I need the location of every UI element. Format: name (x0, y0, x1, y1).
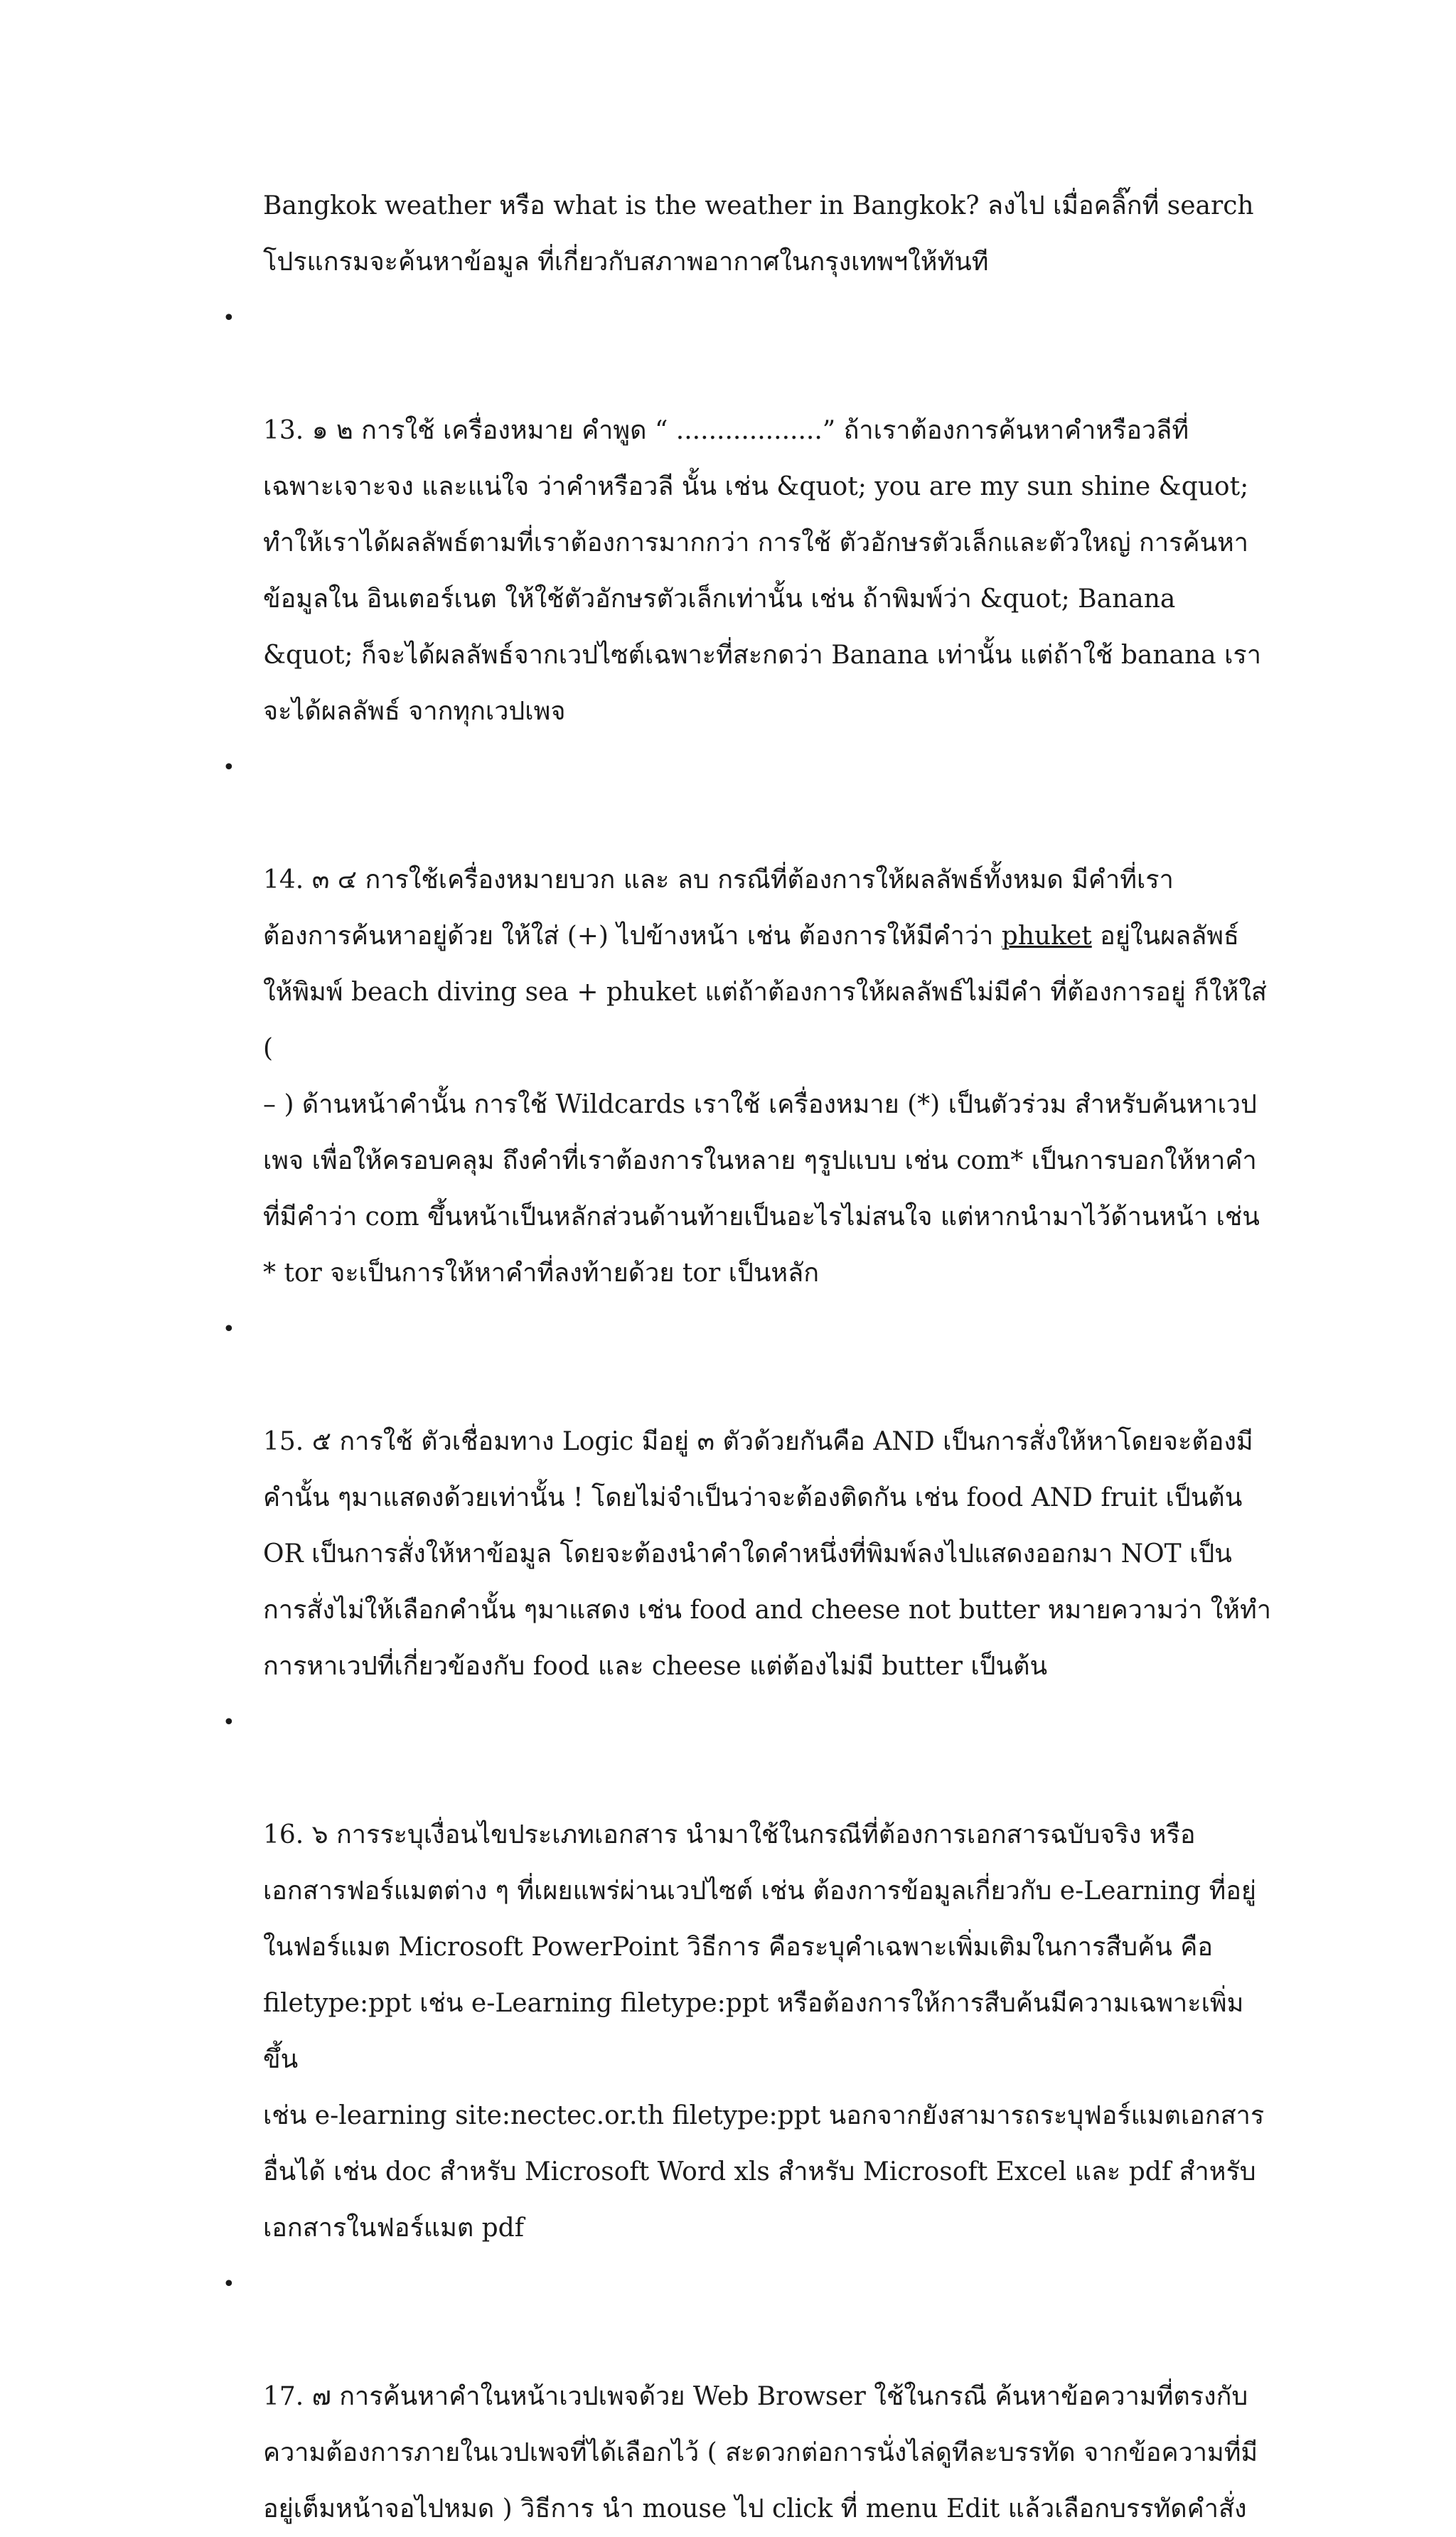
list-item-text: 13. ๑ ๒ การใช้ เครื่องหมาย คำพูด “ ..................” ถ้าเราต้องการค้นหาคำหรือวลีที่ เฉพาะเจาะจง และแน่ใจ ว่าคำหรือวลี นั้น เช่น &quot; you are my sun shine &quot; ทำให้เราได้ผลลัพธ์ตามที่เราต้องการมากกว่า การใช้ ตัวอักษรตัวเล็กและตัวใหญ่ การค้นหา ข้อมูลใน อินเตอร์เนต ให้ใช้ตัวอักษรตัวเล็กเท่านั้น เช่น ถ้าพิมพ์ว่า &quot; Banana &quot; ก็จะได้ผลลัพธ์จากเวปไซต์เฉพาะที่สะกดว่า Banana เท่านั้น แต่ถ้าใช้ banana เรา จะได้ผลลัพธ์ จากทุกเวปเพจ (263, 416, 1261, 726)
list-item-text: 16. ๖ การระบุเงื่อนไขประเภทเอกสาร นำมาใช้ในกรณีที่ต้องการเอกสารฉบับจริง หรือ เอกสารฟอร์แมตต่าง ๆ ที่เผยแพร่ผ่านเวปไซต์ เช่น ต้องการข้อมูลเกี่ยวกับ e-Learning ที่อยู่ ในฟอร์แมต Microsoft PowerPoint วิธีการ คือระบุคำเฉพาะเพิ่มเติมในการสืบค้น คือ filetype:ppt เช่น e-Learning filetype:ppt หรือต้องการให้การสืบค้นมีความเฉพาะเพิ่มขึ้น เช่น e-learning site:nectec.or.th filetype:ppt นอกจากยังสามารถระบุฟอร์แมตเอกสาร อื่นได้ เช่น doc สำหรับ Microsoft Word xls สำหรับ Microsoft Excel และ pdf สำหรับ เอกสารในฟอร์แมต pdf (263, 1820, 1265, 2243)
bullet-icon: • (223, 1710, 235, 1735)
list-item-13 (223, 290, 1273, 739)
bullet-icon: • (223, 2272, 235, 2297)
list-item-17 (223, 2256, 1273, 2537)
page-content (223, 178, 1273, 2537)
list-item-15 (223, 1301, 1273, 1694)
list-item-14 (223, 739, 1273, 1301)
intro-paragraph: Bangkok weather หรือ what is the weather in Bangkok? ลงไป เมื่อคลิ๊กที่ search โปรแกรมจะค้นหาข้อมูล ที่เกี่ยวกับสภาพอากาศในกรุงเทพฯให้ทันที (263, 191, 1254, 277)
bullet-icon: • (223, 755, 235, 780)
list-item-text: 15. ๕ การใช้ ตัวเชื่อมทาง Logic มีอยู่ ๓ ตัวด้วยกันคือ AND เป็นการสั่งให้หาโดยจะต้องมี คำนั้น ๆมาแสดงด้วยเท่านั้น ! โดยไม่จำเป็นว่าจะต้องติดกัน เช่น food AND fruit เป็นต้น OR เป็นการสั่งให้หาข้อมูล โดยจะต้องนำคำใดคำหนึ่งที่พิมพ์ลงไปแสดงออกมา NOT เป็น การสั่งไม่ให้เลือกคำนั้น ๆมาแสดง เช่น food and cheese not butter หมายความว่า ให้ทำ การหาเวปที่เกี่ยวข้องกับ food และ cheese แต่ต้องไม่มี butter เป็นต้น (263, 1427, 1271, 1681)
phuket-link[interactable]: phuket (1001, 922, 1092, 951)
bullet-icon: • (223, 1317, 235, 1342)
list-item-text-after: อยู่ในผลลัพธ์ ให้พิมพ์ beach diving sea + phuket แต่ถ้าต้องการให้ผลลัพธ์ไม่มีคำ ที่ต้องการอยู่ ก็ให้ใส่ ( – ) ด้านหน้าคำนั้น การใช้ Wildcards เราใช้ เครื่องหมาย (*) เป็นตัวร่วม สำหรับค้นหาเวป เพจ เพื่อให้ครอบคลุม ถึงคำที่เราต้องการในหลาย ๆรูปแบบ เช่น com* เป็นการบอกให้หาคำ ที่มีคำว่า com ขึ้นหน้าเป็นหลักส่วนด้านท้ายเป็นอะไรไม่สนใจ แต่หากนำมาไว้ด้านหน้า เช่น * tor จะเป็นการให้หาคำที่ลงท้ายด้วย tor เป็นหลัก (263, 922, 1267, 1288)
list-item-text-before: 14. ๓ ๔ การใช้เครื่องหมายบวก และ ลบ กรณีที่ต้องการให้ผลลัพธ์ทั้งหมด มีคำที่เรา ต้องการค้นหาอยู่ด้วย ให้ใส่ (+) ไปข้างหน้า เช่น ต้องการให้มีคำว่า (263, 865, 1174, 951)
list-item-16 (223, 1694, 1273, 2256)
bullet-icon: • (223, 306, 235, 331)
list-item-text: 17. ๗ การค้นหาคำในหน้าเวปเพจด้วย Web Browser ใช้ในกรณี ค้นหาข้อความที่ตรงกับ ความต้องการภายในเวปเพจที่ได้เลือกไว้ ( สะดวกต่อการนั่งไล่ดูทีละบรรทัด จากข้อความที่มี อยู่เต็มหน้าจอไปหมด ) วิธีการ นำ mouse ไป click ที่ menu Edit แล้วเลือกบรรทัดคำสั่ง (263, 2382, 1258, 2523)
bullet-list (223, 290, 1273, 2537)
